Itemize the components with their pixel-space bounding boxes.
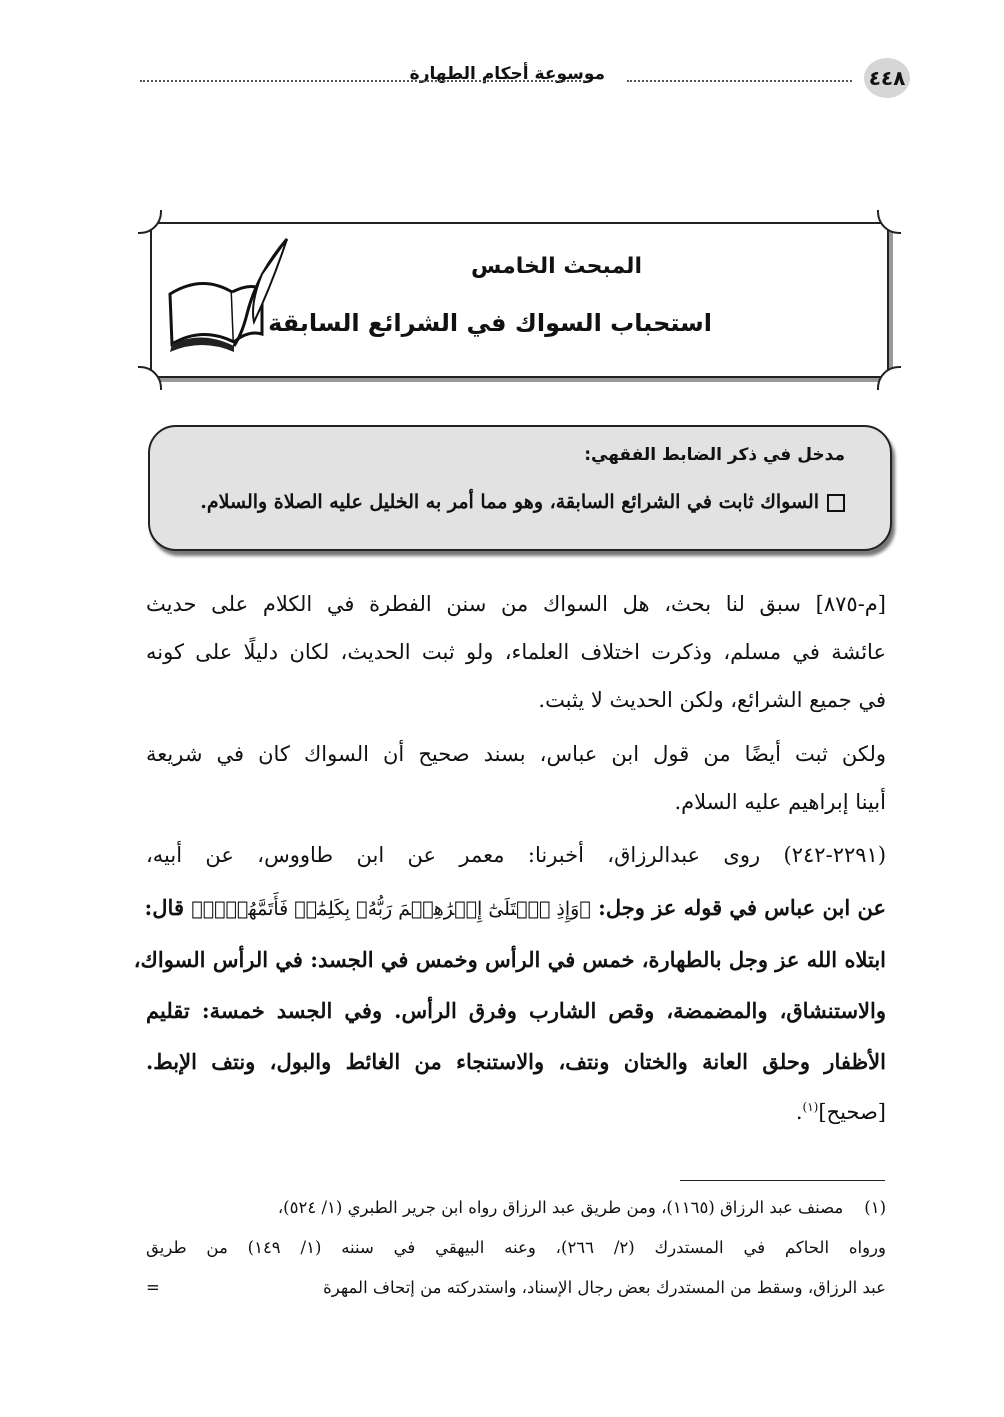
footnote-text: مصنف عبد الرزاق (١١٦٥)، ومن طريق عبد الرزاق رواه ابن جرير الطبري (١/ ٥٢٤)، xyxy=(277,1198,844,1217)
page-number: ٤٤٨ xyxy=(864,58,910,98)
hadith-line: والاستنشاق، والمضمضة، وقص الشارب وفرق الرأس. وفي الجسد خمسة: تقليم xyxy=(146,998,886,1023)
section-subheading: استحباب السواك في الشرائع السابقة xyxy=(268,309,712,337)
frame-corner xyxy=(877,366,901,390)
hadith-line: الأظفار وحلق العانة والختان ونتف، والاستنجاء من الغائط والبول، ونتف الإبط. xyxy=(146,1049,886,1074)
footnote-line: ورواه الحاكم في المستدرك (٢/ ٢٦٦)، وعنه البيهقي في سننه (١/ ١٤٩) من طريق xyxy=(146,1238,886,1257)
footnote-line xyxy=(146,1278,886,1297)
running-header xyxy=(140,58,910,98)
section-title-box xyxy=(150,222,889,378)
continuation-mark: = xyxy=(146,1278,160,1297)
intro-rule xyxy=(200,491,845,513)
hadith-line xyxy=(146,895,886,920)
dotted-leader xyxy=(627,80,852,82)
dotted-leader xyxy=(140,80,585,82)
hadith-intro: عن ابن عباس في قوله عز وجل: xyxy=(598,895,886,920)
intro-label: مدخل في ذكر الضابط الفقهي: xyxy=(584,445,845,465)
frame-corner xyxy=(138,210,162,234)
body-line: أبينا إبراهيم عليه السلام. xyxy=(674,790,886,814)
hadith-line: ابتلاه الله عز وجل بالطهارة، خمس في الرأس وخمس في الجسد: في الرأس السواك، xyxy=(133,947,886,972)
intro-box xyxy=(148,425,892,551)
book-and-quill-icon xyxy=(162,234,292,364)
square-bullet-icon xyxy=(827,494,845,512)
body-line: في جميع الشرائع، ولكن الحديث لا يثبت. xyxy=(538,688,886,712)
footnote-divider xyxy=(680,1180,885,1181)
frame-corner xyxy=(877,210,901,234)
hadith-qal: قال: xyxy=(144,895,184,920)
body-line: ولكن ثبت أيضًا من قول ابن عباس، بسند صحيح أن السواك كان في شريعة xyxy=(146,742,886,766)
footnote-ref[interactable]: (١) xyxy=(802,1100,819,1114)
quran-verse: ﴿وَإِذِ ٱبۡتَلَىٰٓ إِبۡرَٰهِـۧمَ رَبُّهُۥ بِكَلِمَٰتٖ فَأَتَمَّهُنَّۖ﴾ xyxy=(191,898,591,920)
section-heading: المبحث الخامس xyxy=(471,254,642,279)
footnote-number: (١) xyxy=(864,1198,886,1217)
footnote-line xyxy=(146,1198,886,1217)
intro-rule-text: السواك ثابت في الشرائع السابقة، وهو مما أمر به الخليل عليه الصلاة والسلام. xyxy=(200,491,819,513)
body-line: عائشة في مسلم، وذكرت اختلاف العلماء، ولو ثبت الحديث، لكان دليلًا على كونه xyxy=(146,640,886,664)
frame-corner xyxy=(138,366,162,390)
book-title: موسوعة أحكام الطهارة xyxy=(409,64,605,84)
grade-line: [صحيح]$^{(١)}$. xyxy=(795,1100,886,1124)
footnote-text: عبد الرزاق، وسقط من المستدرك بعض رجال الإسناد، واستدركته من إتحاف المهرة xyxy=(323,1278,886,1297)
body-line: (٢٢٩١-٢٤٢) روى عبدالرزاق، أخبرنا: معمر عن ابن طاووس، عن أبيه، xyxy=(146,843,887,867)
hadith-grade: [صحيح] xyxy=(818,1100,886,1124)
body-line: [م-٨٧٥] سبق لنا بحث، هل السواك من سنن الفطرة في الكلام على حديث xyxy=(146,592,886,616)
